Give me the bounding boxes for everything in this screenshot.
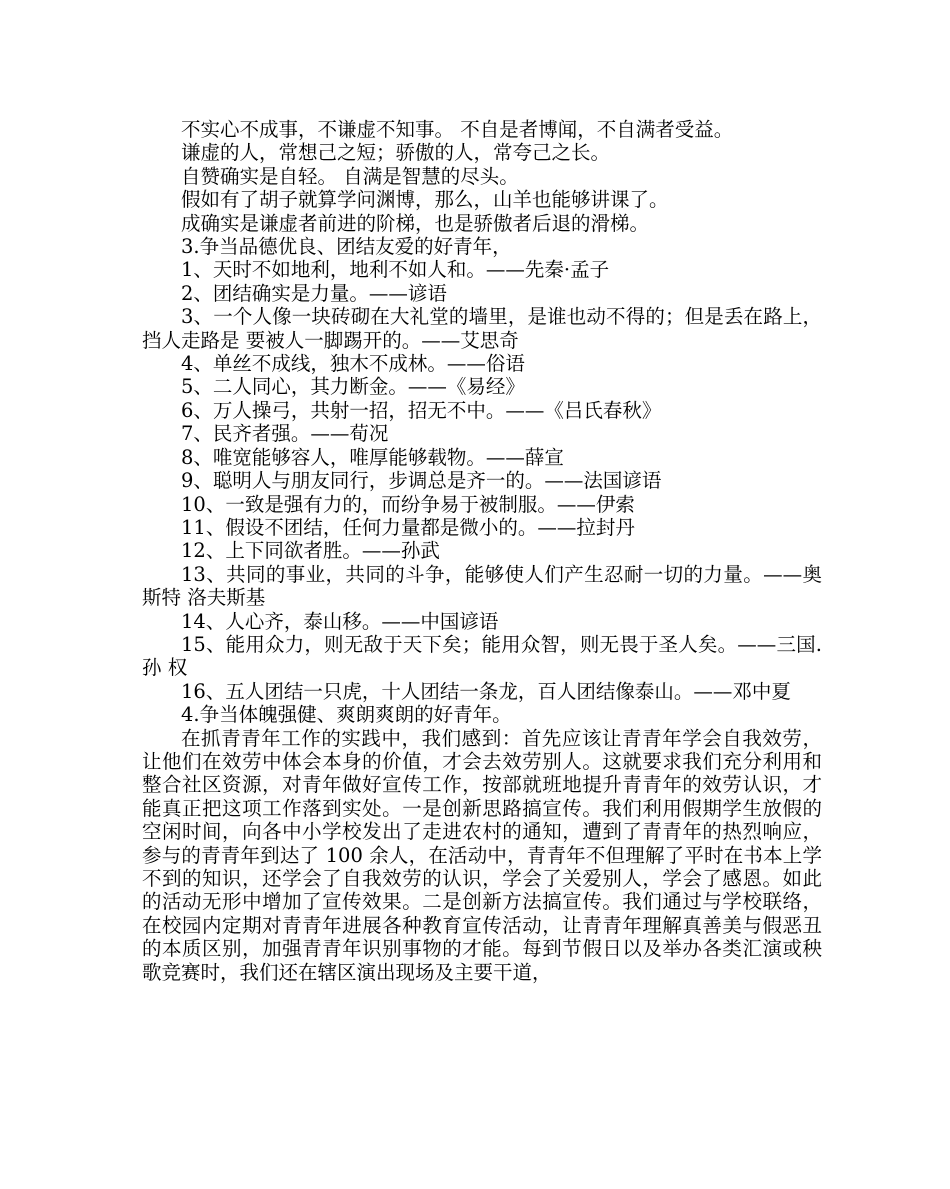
quote-item: 4、单丝不成线，独木不成林。——俗语 [181, 352, 525, 376]
quote-item: 14、人心齐，泰山移。——中国谚语 [181, 609, 499, 633]
quote-item: 16、五人团结一只虎，十人团结一条龙，百人团结像泰山。——邓中夏 [181, 679, 791, 703]
paragraph: 假如有了胡子就算学问渊博，那么，山羊也能够讲课了。 [181, 188, 669, 212]
quote-item: 7、民齐者强。——荀况 [181, 422, 389, 446]
quote-item: 8、唯宽能够容人，唯厚能够载物。——薛宣 [181, 445, 564, 469]
section-heading: 3.争当品德优良、团结友爱的好青年， [181, 235, 512, 259]
quote-item: 5、二人同心，其力断金。——《易经》 [181, 375, 525, 399]
quote-item: 10、一致是强有力的，而纷争易于被制服。——伊索 [181, 492, 635, 516]
section-heading: 4.争当体魄强健、爽朗爽朗的好青年。 [181, 703, 512, 727]
quote-item: 1、天时不如地利，地利不如人和。——先秦·孟子 [181, 258, 610, 282]
body-paragraph: 在抓青青年工作的实践中，我们感到：首先应该让青青年学会自我效劳，让他们在效劳中体会本身的价值，才会去效劳别人。这就要求我们充分利用和整合社区资源，对青年做好宣传工作，按部就班地提升青青年的效劳认识，才能真正把这项工作落到实处。一是创新思路搞宣传。我们利用假期学生放假的空闲时间，向各中小学校发出了走进农村的通知，遭到了青青年的热烈响应，参与的青青年到达了 100 余人，在活动中，青青年不但理解了平时在书本上学不到的知识，还学会了自我效劳的认识，学会了关爱别人，学会了感恩。如此的活动无形中增加了宣传效果。二是创新方法搞宣传。我们通过与学校联络，在校园内定期对青青年进展各种教育宣传活动，让青青年理解真善美与假恶丑的本质区别，加强青青年识别事物的才能。每到节假日以及举办各类汇演或秧歌竞赛时，我们还在辖区演出现场及主要干道， [142, 726, 822, 984]
quote-item: 12、上下同欲者胜。——孙武 [181, 539, 440, 563]
quote-item: 13、共同的事业，共同的斗争，能够使人们产生忍耐一切的力量。——奥斯特 洛夫斯基 [142, 562, 822, 610]
document-body [142, 118, 822, 984]
quote-item: 2、团结确实是力量。——谚语 [181, 281, 447, 305]
paragraph: 谦虚的人，常想己之短；骄傲的人，常夸己之长。 [181, 141, 611, 165]
quote-item: 3、一个人像一块砖砌在大礼堂的墙里，是谁也动不得的；但是丢在路上，挡人走路是 要被人一脚踢开的。——艾思奇 [142, 305, 822, 352]
paragraph: 成确实是谦虚者前进的阶梯，也是骄傲者后退的滑梯。 [181, 211, 650, 235]
quote-item: 15、能用众力，则无敌于天下矣；能用众智，则无畏于圣人矣。——三国.孙 权 [142, 632, 822, 680]
paragraph: 不实心不成事，不谦虚不知事。 不自是者博闻，不自满者受益。 [181, 118, 734, 141]
quote-item: 11、假设不团结，任何力量都是微小的。——拉封丹 [181, 515, 635, 539]
quote-item: 6、万人操弓，共射一招，招无不中。——《吕氏春秋》 [181, 398, 662, 422]
quote-item: 9、聪明人与朋友同行，步调总是齐一的。——法国谚语 [181, 469, 662, 493]
paragraph: 自赞确实是自轻。 自满是智慧的尽头。 [181, 164, 519, 188]
